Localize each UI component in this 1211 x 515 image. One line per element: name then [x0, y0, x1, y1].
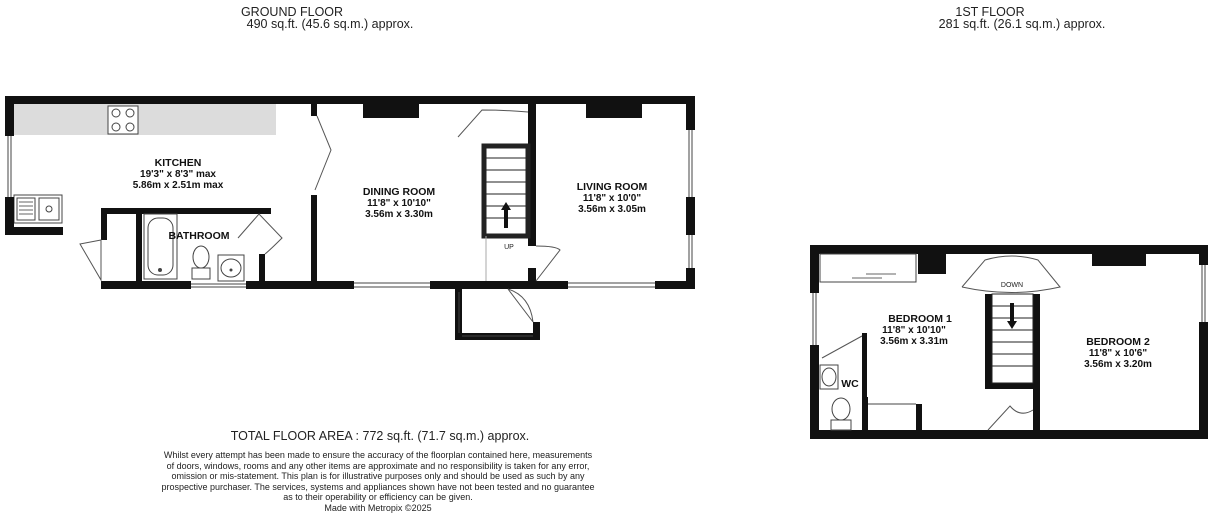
kitchen-dim-imperial: 19'3" x 8'3" max [140, 169, 216, 180]
bathtub-icon [144, 214, 177, 279]
bedroom2-dim-imperial: 11'8" x 10'6" [1088, 348, 1148, 359]
bedroom1-dim-metric: 3.56m x 3.31m [880, 336, 948, 347]
wall [1199, 245, 1208, 265]
wall [1033, 294, 1040, 439]
ground-stairs [484, 146, 528, 281]
basin-icon [218, 255, 244, 281]
wall [985, 383, 1040, 389]
bedroom2-label: BEDROOM 2 [1086, 336, 1150, 348]
toilet-icon [192, 246, 210, 279]
bedroom1-label: BEDROOM 1 [888, 313, 952, 325]
wall [101, 281, 191, 289]
ground-floor-area: 490 sq.ft. (45.6 sq.m.) approx. [246, 17, 414, 31]
made-with-credit: Made with Metropix ©2025 [324, 502, 432, 513]
dining-room-dim-metric: 3.56m x 3.30m [365, 209, 433, 220]
first-floor-area: 281 sq.ft. (26.1 sq.m.) approx. [938, 17, 1106, 31]
bedroom2-door [988, 406, 1033, 430]
disclaimer [138, 450, 618, 514]
wall [686, 96, 695, 130]
wall [810, 345, 819, 439]
wc-door [822, 336, 862, 358]
chimney-breast [918, 252, 946, 274]
bathroom-label: BATHROOM [168, 230, 230, 242]
ground-floor-title: GROUND FLOOR [240, 5, 344, 19]
wall [985, 294, 992, 388]
wall [655, 281, 695, 289]
kitchen-dim-metric: 5.86m x 2.51m max [132, 180, 224, 191]
dining-room-label: DINING ROOM [362, 186, 436, 198]
wall [311, 96, 317, 116]
living-room-label: LIVING ROOM [576, 181, 648, 193]
wc-toilet-icon [831, 398, 851, 430]
chimney-breast [586, 102, 642, 118]
wall [259, 254, 265, 284]
ground-floor-plan [5, 96, 695, 340]
wc-basin-icon [820, 365, 838, 389]
disclaimer-line: omission or mis-statement. This plan is for illustrative purposes only and should be used as such by any [171, 471, 585, 482]
wall [136, 208, 142, 286]
kitchen-worktop [14, 104, 276, 135]
wall [810, 245, 819, 293]
wall [916, 404, 922, 439]
double-door [315, 116, 331, 190]
wall [311, 195, 317, 283]
bathroom-door [238, 214, 282, 254]
wall [528, 268, 536, 288]
disclaimer-line: of doors, windows, rooms and any other items are approximate and no responsibility is taken for any error, [166, 460, 590, 471]
wall [810, 430, 1208, 439]
living-room-dim-imperial: 11'8" x 10'0" [582, 193, 642, 204]
chimney-breast [363, 102, 419, 118]
wc-label: WC [841, 378, 859, 390]
wall [5, 227, 63, 235]
first-floor-plan [810, 245, 1208, 439]
living-room-dim-metric: 3.56m x 3.05m [578, 204, 646, 215]
porch-door [508, 289, 533, 322]
kitchen-sink-icon [14, 195, 62, 223]
bedroom2-dim-metric: 3.56m x 3.20m [1084, 359, 1152, 370]
disclaimer-line: prospective purchaser. The services, systems and appliances shown have not been tested and no guarantee [161, 481, 595, 492]
disclaimer-line: Whilst every attempt has been made to ensure the accuracy of the floorplan contained here, measurements [163, 450, 593, 460]
wall [686, 197, 695, 235]
stairs-down-label: DOWN [1000, 282, 1024, 289]
bedroom1-dim-imperial: 11'8" x 10'10" [882, 325, 946, 336]
arrow-down-icon [1007, 303, 1017, 329]
living-door [536, 246, 560, 281]
kitchen-door [80, 240, 101, 280]
first-floor-title: 1ST FLOOR [955, 5, 1025, 19]
wall [533, 322, 540, 340]
wall [862, 333, 867, 397]
wall [862, 397, 868, 439]
dining-room-dim-imperial: 11'8" x 10'10" [367, 198, 431, 209]
wall [1199, 322, 1208, 439]
stairs-door [458, 110, 528, 137]
hob-icon [108, 106, 138, 134]
chimney-breast [1092, 252, 1146, 266]
wall [810, 245, 1208, 254]
disclaimer-line: as to their operability or efficiency can be given. [283, 492, 473, 503]
wall [430, 281, 568, 289]
total-floor-area: TOTAL FLOOR AREA : 772 sq.ft. (71.7 sq.m.) approx. [230, 429, 530, 443]
wall [101, 208, 271, 214]
first-floor-stairs [992, 294, 1033, 383]
stairs-up-label: UP [504, 244, 514, 251]
wall [101, 208, 107, 240]
kitchen-label: KITCHEN [154, 157, 202, 169]
wall [5, 96, 14, 136]
